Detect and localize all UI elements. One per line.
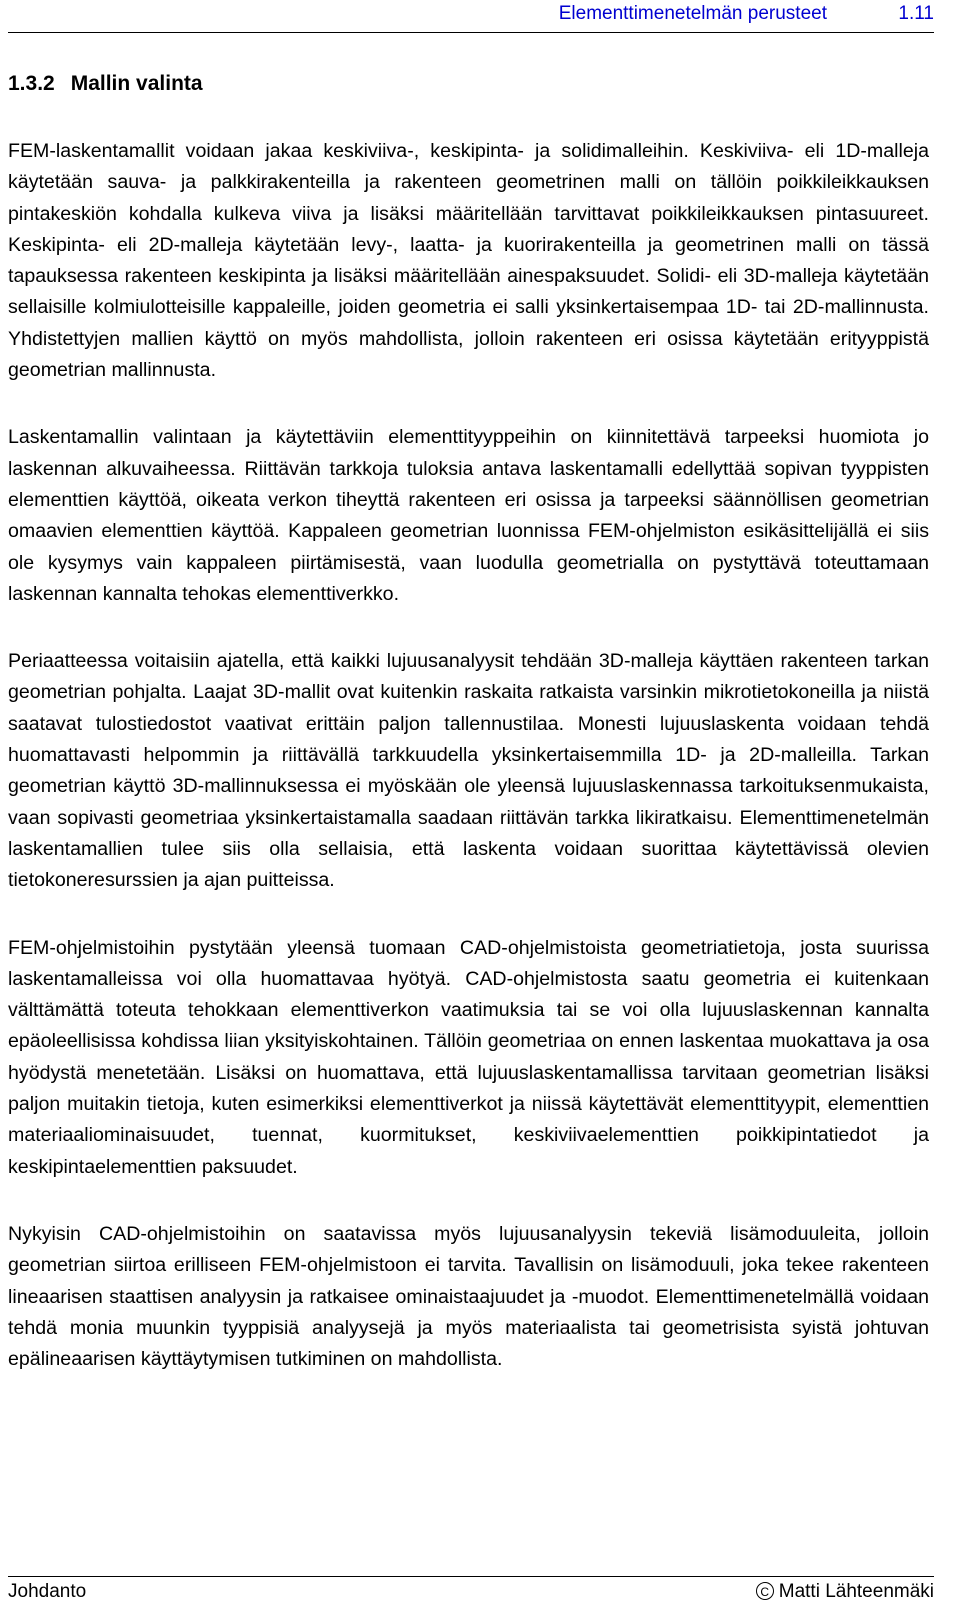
page-header bbox=[8, 2, 934, 33]
section-title: Mallin valinta bbox=[70, 72, 203, 95]
paragraph-4: FEM-ohjelmistoihin pystytään yleensä tuomaan CAD-ohjelmistoista geometriatietoja, josta suurissa laskentamalleissa voi olla huomattavaa hyötyä. CAD-ohjelmistosta saatu geometria ei kuitenkaan välttämättä toteuta tehokkaan elementtiverkon vaatimuksia tai se voi olla lujuuslaskennan kannalta epäoleellisissa kohdissa liian yksityiskohtainen. Tällöin geometriaa on ennen laskentaa muokattava ja osa hyödystä menetetään. Lisäksi on huomattava, että lujuuslaskentamallissa tarvitaan geometrian lisäksi paljon muitakin tietoja, kuten esimerkiksi elementtiverkot ja niissä käytettävät elementtityypit, elementtien materiaaliominaisuudet, tuennat, kuormitukset, keskiviivaelementtien poikkipintatiedot ja keskipintaelementtien paksuudet. bbox=[8, 936, 929, 1178]
section-number: 1.3.2 bbox=[8, 72, 55, 95]
footer-chapter: Johdanto bbox=[8, 1581, 87, 1602]
paragraph-5: Nykyisin CAD-ohjelmistoihin on saatavissa myös lujuusanalyysin tekeviä lisämoduuleita, jolloin geometrian siirtoa erilliseen FEM-ohjelmistoon ei tarvita. Tavallisin on lisämoduuli, joka tekee rakenteen lineaarisen staattisen analyysin ja ratkaisee ominaistaajuudet ja -muodot. Elementtimenetelmällä voidaan tehdä monia muunkin tyyppisiä analyysejä ja myös materiaalista tai geometrisista syistä johtuvan epälineaarisen käyttäytymisen tutkiminen on mahdollista. bbox=[8, 1222, 929, 1371]
footer-author: Matti Lähteenmäki bbox=[778, 1581, 934, 1602]
paragraph-1: FEM-laskentamallit voidaan jakaa keskiviiva-, keskipinta- ja solidimalleihin. Keskiviiva- eli 1D-malleja käytetään sauva- ja palkkirakenteilla ja rakenteen geometrinen malli on tällöin poikkileikkauksen pintakeskiön kohdalla kulkeva viiva ja lisäksi määritellään tarvittavat poikkileikkauksen pintasuureet. Keskipinta- eli 2D-malleja käytetään levy-, laatta- ja kuorirakenteilla ja geometrinen malli on tässä tapauksessa rakenteen keskipinta ja lisäksi määritellään ainespaksuudet. Solidi- eli 3D-malleja käytetään sellaisille kolmiulotteisille kappaleille, joiden geometria ei salli yksinkertaisempaa 1D- tai 2D-mallinnusta. Yhdistettyjen mallien käyttö on myös mahdollista, jolloin rakenteen eri osissa käytetään erityyppistä geometrian mallinnusta. bbox=[8, 140, 929, 382]
paragraph-3: Periaatteessa voitaisiin ajatella, että kaikki lujuusanalyysit tehdään 3D-malleja käyttäen rakenteen tarkan geometrian pohjalta. Laajat 3D-mallit ovat kuitenkin raskaita ratkaista varsinkin mikrotietokoneilla ja niistä saatavat tulostiedostot vaativat erittäin paljon tallennustilaa. Monesti lujuuslaskenta voidaan tehdä huomattavasti helpommin ja riittävällä tarkkuudella yksinkertaisemmilla 1D- ja 2D-malleilla. Tarkan geometrian käyttö 3D-mallinnuksessa ei myöskään ole yleensä lujuuslaskennassa tarkoituksenmukaista, vaan sopivasti geometriaa yksinkertaistamalla saadaan riittävän tarkka likiratkaisu. Elementtimenetelmän laskentamallien tulee siis olla sellaisia, että laskenta voidaan suorittaa käytettävissä olevien tietokoneresurssien ja ajan puitteissa. bbox=[8, 650, 929, 892]
page-footer bbox=[8, 1576, 934, 1608]
copyright-icon: C bbox=[756, 1582, 774, 1600]
header-title: Elementtimenetelmän perusteet bbox=[558, 3, 827, 24]
footer-copyright bbox=[756, 1580, 934, 1604]
paragraph-2: Laskentamallin valintaan ja käytettäviin elementtityyppeihin on kiinnitettävä tarpeeksi huomiota jo laskennan alkuvaiheessa. Riittävän tarkkoja tuloksia antava laskentamalli edellyttää sopivan tyyppisten elementtien käyttöä, oikeata verkon tiheyttä rakenteen eri osissa ja tarpeeksi säännöllisen geometrian omaavien elementtien käyttöä. Kappaleen geometrian luonnissa FEM-ohjelmiston esikäsittelijällä ei siis ole kysymys vain kappaleen piirtämisestä, vaan luodulla geometrialla on pystyttävä toteuttamaan laskennan kannalta tehokas elementtiverkko. bbox=[8, 426, 929, 605]
header-page-number: 1.11 bbox=[898, 3, 934, 24]
section-heading bbox=[8, 70, 203, 98]
body-text bbox=[8, 136, 929, 1411]
